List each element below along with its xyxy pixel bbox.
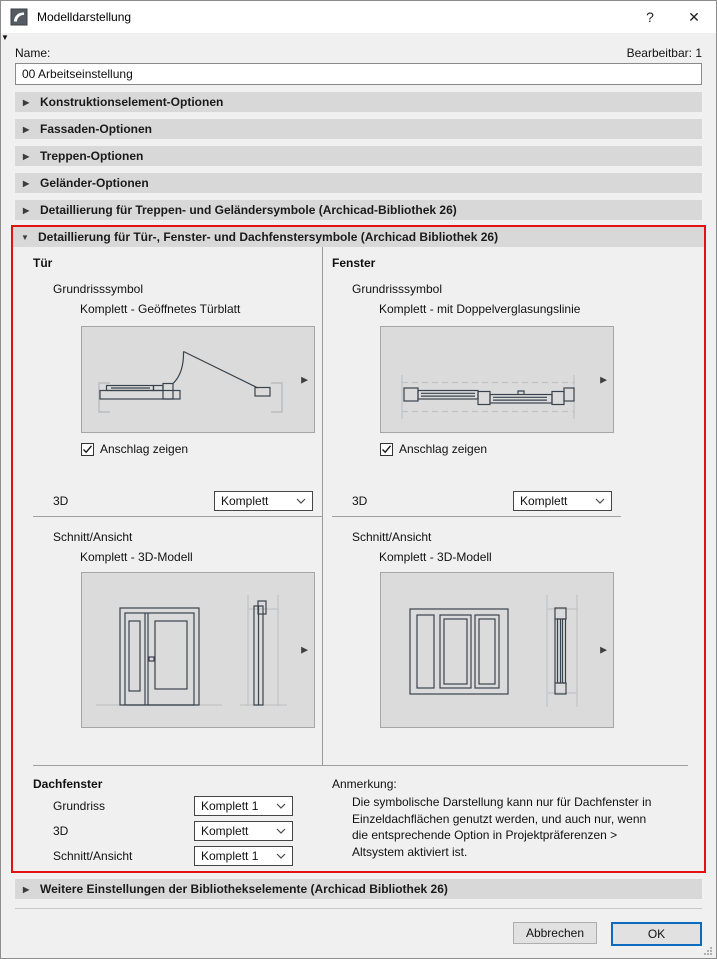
expanded-arrow-icon: ▼ (21, 232, 29, 242)
dialog-collapse-arrow-icon[interactable]: ▼ (1, 33, 9, 42)
cancel-button[interactable]: Abbrechen (513, 922, 597, 944)
window-3d-value: Komplett (520, 494, 568, 508)
section-detaillierung-tuer-fenster (11, 225, 706, 873)
editable-count-label: Bearbeitbar: 1 (626, 46, 702, 60)
section-label: Weitere Einstellungen der Bibliothekselemente (Archicad Bibliothek 26) (40, 882, 448, 896)
preview-next-arrow-icon[interactable]: ▶ (301, 374, 308, 384)
section-treppen[interactable] (15, 146, 702, 166)
skylight-grundriss-dropdown[interactable] (194, 796, 293, 816)
ok-button[interactable]: OK (611, 922, 702, 946)
note-block (323, 777, 688, 866)
window-plan-heading: Grundrisssymbol (352, 282, 443, 296)
door-3d-value: Komplett (221, 494, 269, 508)
collapsed-arrow-icon: ▶ (23, 97, 30, 107)
chevron-down-icon (276, 853, 286, 859)
section-detaillierung-tuer-fenster-header[interactable] (13, 227, 704, 247)
skylight-grundriss-value: Komplett 1 (201, 799, 259, 813)
door-title: Tür (33, 256, 53, 270)
window-3d-label: 3D (352, 494, 368, 508)
note-text: Die symbolische Darstellung kann nur für Dachfenster in Einzeldachflächen genutzt werden, und auch nur, wenn die entsprechende Option in Projektpräferenzen > Altsystem aktiviert ist. (352, 795, 652, 859)
chevron-down-icon (276, 828, 286, 834)
section-label: Treppen-Optionen (40, 149, 144, 163)
checkmark-icon (82, 444, 93, 455)
door-anschlag-checkbox[interactable] (81, 443, 94, 456)
door-section-option-label: Komplett - 3D-Modell (80, 550, 193, 564)
skylight-3d-label: 3D (53, 824, 69, 838)
collapsed-arrow-icon: ▶ (23, 205, 30, 215)
window-plan-preview (380, 326, 614, 433)
window-title: Fenster (332, 256, 376, 270)
footer-divider-line (15, 908, 702, 909)
chevron-down-icon (595, 498, 605, 504)
skylight-3d-value: Komplett (201, 824, 249, 838)
door-section-heading: Schnitt/Ansicht (53, 530, 133, 544)
window-3d-dropdown[interactable] (513, 491, 612, 511)
section-detaillierung-treppen-gelaender[interactable] (15, 200, 702, 220)
skylight-schnitt-dropdown[interactable] (194, 846, 293, 866)
section-label: Detaillierung für Tür-, Fenster- und Dachfenstersymbole (Archicad Bibliothek 26) (38, 230, 499, 244)
window-anschlag-checkbox[interactable] (380, 443, 393, 456)
window-title: Modelldarstellung (37, 10, 132, 24)
door-column (13, 247, 323, 765)
resize-grip[interactable] (703, 946, 713, 956)
door-elevation-drawing (82, 573, 314, 727)
section-konstruktionselement[interactable] (15, 92, 702, 112)
column-divider-line (332, 516, 621, 517)
section-gelaender[interactable] (15, 173, 702, 193)
window-section-option-label: Komplett - 3D-Modell (379, 550, 492, 564)
collapsed-arrow-icon: ▶ (23, 124, 30, 134)
column-divider-line (33, 516, 322, 517)
section-label: Detaillierung für Treppen- und Geländersymbole (Archicad-Bibliothek 26) (40, 203, 457, 217)
collapsed-arrow-icon: ▶ (23, 151, 30, 161)
window-section-heading: Schnitt/Ansicht (352, 530, 432, 544)
chevron-down-icon (276, 803, 286, 809)
door-3d-dropdown[interactable] (214, 491, 313, 511)
window-column (323, 247, 704, 765)
collapsed-arrow-icon: ▶ (23, 178, 30, 188)
title-bar (1, 1, 716, 33)
section-label: Geländer-Optionen (40, 176, 149, 190)
door-3d-label: 3D (53, 494, 69, 508)
section-weitere-einstellungen[interactable] (15, 879, 702, 899)
skylight-title: Dachfenster (33, 777, 103, 791)
skylight-group (33, 777, 323, 866)
help-button[interactable]: ? (646, 9, 654, 25)
close-button[interactable]: ✕ (688, 8, 700, 25)
skylight-grundriss-label: Grundriss (53, 799, 106, 813)
note-title: Anmerkung: (332, 777, 397, 791)
window-plan-option-label: Komplett - mit Doppelverglasungslinie (379, 302, 581, 316)
door-elevation-preview (81, 572, 315, 728)
name-label: Name: (15, 46, 51, 60)
skylight-schnitt-label: Schnitt/Ansicht (53, 849, 133, 863)
window-elevation-preview (380, 572, 614, 728)
window-plan-drawing (381, 327, 613, 432)
preview-next-arrow-icon[interactable]: ▶ (600, 374, 607, 384)
skylight-3d-dropdown[interactable] (194, 821, 293, 841)
door-plan-preview (81, 326, 315, 433)
section-label: Fassaden-Optionen (40, 122, 153, 136)
door-anschlag-label: Anschlag zeigen (100, 442, 189, 456)
collapsed-arrow-icon: ▶ (23, 884, 30, 894)
checkmark-icon (381, 444, 392, 455)
section-label: Konstruktionselement-Optionen (40, 95, 224, 109)
name-input[interactable] (15, 63, 702, 85)
chevron-down-icon (296, 498, 306, 504)
window-anschlag-label: Anschlag zeigen (399, 442, 488, 456)
section-fassaden[interactable] (15, 119, 702, 139)
door-plan-heading: Grundrisssymbol (53, 282, 144, 296)
door-plan-drawing (82, 327, 314, 432)
preview-next-arrow-icon[interactable]: ▶ (301, 644, 308, 655)
app-icon (10, 8, 28, 26)
preview-next-arrow-icon[interactable]: ▶ (600, 644, 607, 655)
window-elevation-drawing (381, 573, 613, 727)
skylight-schnitt-value: Komplett 1 (201, 849, 259, 863)
door-plan-option-label: Komplett - Geöffnetes Türblatt (80, 302, 241, 316)
